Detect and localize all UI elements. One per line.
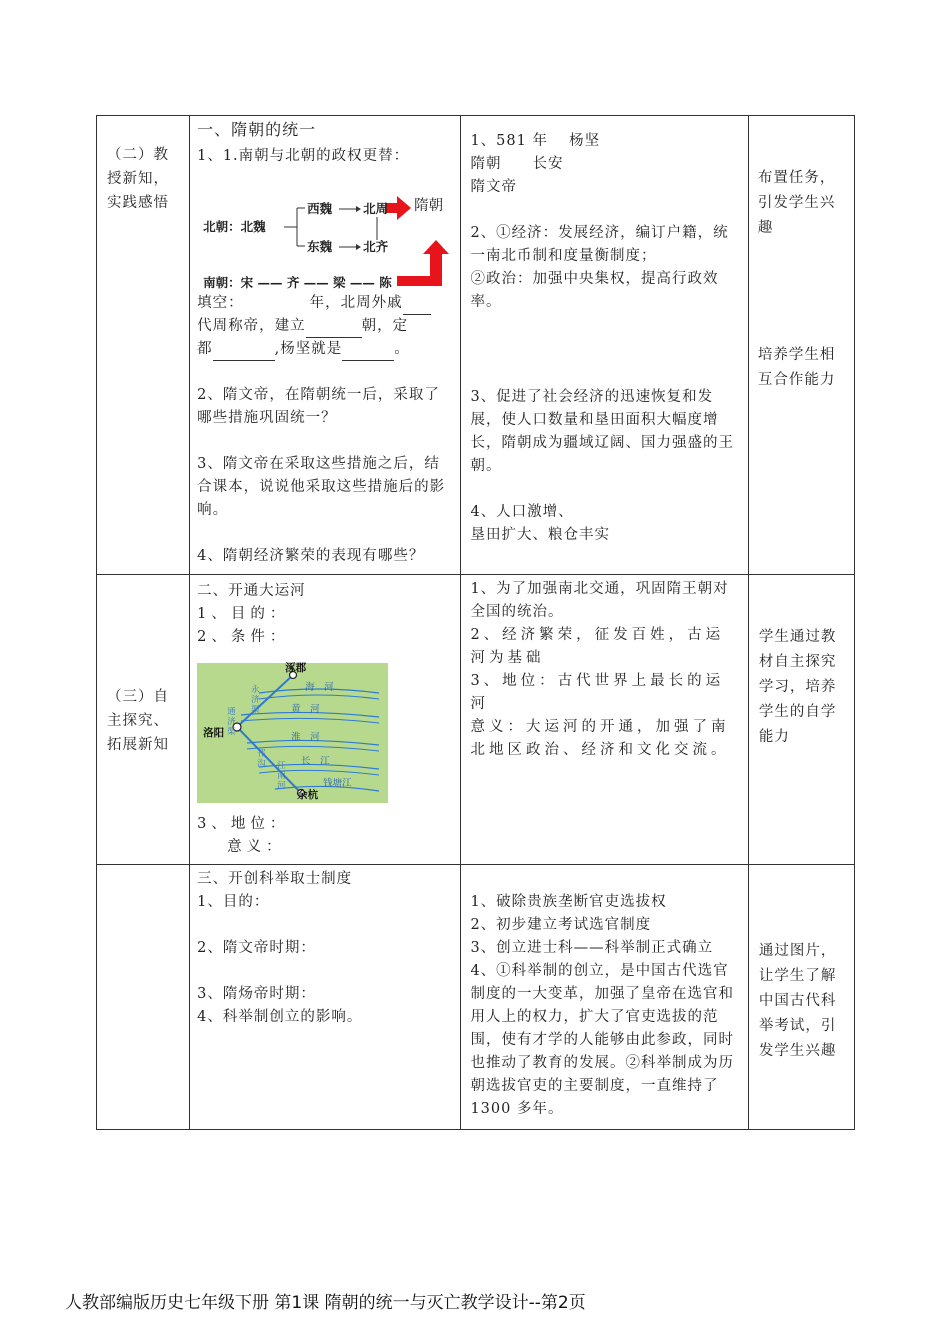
answer-2b: ②政治：加强中央集权，提高行政效率。 — [470, 271, 719, 310]
goal-1: 学生通过教材自主探究学习，培养学生的自学能力 — [758, 629, 837, 745]
fill-blank-line-1 — [197, 292, 453, 315]
section-heading: 二、开通大运河 — [197, 583, 306, 599]
table-row — [97, 116, 855, 575]
goal-1: 通过图片，让学生了解中国古代科举考试，引发学生兴趣 — [758, 943, 837, 1059]
section-heading: 三、开创科举取士制度 — [197, 871, 353, 887]
south-dynasty-label: 南朝：宋 —— 齐 —— 梁 —— 陈 — [203, 275, 392, 290]
answer-1c: 隋文帝 — [470, 179, 517, 195]
question-4: 4、隋朝经济繁荣的表现有哪些？ — [197, 548, 425, 564]
section-heading: 一、隋朝的统一 — [197, 120, 317, 139]
answer-cell — [461, 575, 748, 865]
river-hai: 海 河 — [305, 682, 334, 693]
fill-text: 。 — [394, 341, 410, 357]
blank — [213, 344, 275, 361]
answer-4a: 4、人口激增、 — [470, 504, 574, 520]
answer-4: 4、①科举制的创立，是中国古代选官制度的一大变革，加强了皇帝在选官和用人上的权力，扩大了官吏选拔的范围，使有才学的人能够由此参政，同时也推动了教育的发展。②科举制成为历朝选拔官吏的主要制度，一直维持了 1300 多年。 — [470, 963, 734, 1117]
west-wei-label: 西魏 — [307, 201, 333, 216]
north-qi-label: 北齐 — [363, 239, 389, 254]
east-wei-label: 东魏 — [307, 239, 333, 254]
stage-cell — [97, 575, 190, 865]
river-qiantang: 钱塘江 — [323, 778, 352, 789]
question-3: 3、隋文帝在采取这些措施之后，结合课本，说说他采取这些措施后的影响。 — [197, 456, 446, 518]
significance-label: 意义： — [227, 839, 286, 855]
stage-label: （二）教授新知，实践感悟 — [107, 147, 169, 211]
answer-2: 2、经济繁荣，征发百姓，古运河为基础 — [470, 627, 725, 666]
blank — [306, 321, 362, 338]
city-yuhang: 余杭 — [297, 789, 319, 801]
goal-cell — [748, 865, 854, 1130]
fill-text: 年，北周外戚 — [309, 295, 403, 311]
purpose-label: 1、目的： — [197, 894, 270, 910]
stage-cell — [97, 116, 190, 575]
influence-label: 4、科举制创立的影响。 — [197, 1009, 363, 1025]
canal-hangou: 邗沟 — [257, 749, 266, 769]
answer-3: 3、促进了社会经济的迅速恢复和发展，使人口数量和垦田面积大幅度增长，隋朝成为疆域辽阔、国力强盛的王朝。 — [470, 389, 734, 474]
fill-blank-line-2 — [197, 315, 453, 338]
stage-label: （三）自主探究、拓展新知 — [107, 689, 169, 753]
question-1: 1、1.南朝与北朝的政权更替： — [197, 148, 410, 164]
sui-label: 隋朝 — [414, 198, 444, 214]
lesson-plan-table — [96, 115, 855, 1130]
fill-blank-line-3 — [197, 338, 453, 361]
canal-tongji: 通济渠 — [227, 707, 236, 737]
answer-2: 2、初步建立考试选官制度 — [470, 917, 652, 933]
arrow-up-icon — [397, 240, 449, 286]
goal-2: 培养学生相互合作能力 — [757, 347, 836, 388]
fill-text: 朝，定 — [361, 318, 409, 334]
river-huang: 黄 河 — [291, 704, 320, 715]
dynasty-succession-diagram — [197, 170, 452, 292]
north-zhou-label: 北周 — [363, 201, 389, 216]
page-footer: 人教部编版历史七年级下册 第1课 隋朝的统一与灭亡教学设计--第2页 — [65, 1293, 586, 1313]
goal-cell — [748, 116, 854, 575]
answer-3: 3、地位：古代世界上最长的运河 — [470, 673, 725, 712]
answer-1a: 1、581 年 杨坚 — [470, 133, 601, 149]
answer-2: 2、①经济：发展经济，编订户籍，统一南北币制和度量衡制度； — [470, 225, 729, 264]
river-chang: 长 江 — [301, 756, 330, 767]
fill-text: 都 — [197, 341, 213, 357]
content-cell — [190, 116, 461, 575]
arrow-right-icon — [385, 196, 411, 220]
content-cell — [190, 575, 461, 865]
goal-1: 布置任务，引发学生兴趣 — [757, 170, 836, 236]
stage-label — [97, 865, 189, 892]
goal-cell — [748, 575, 854, 865]
river-huai: 淮 河 — [291, 732, 320, 743]
grand-canal-map — [197, 663, 388, 803]
stage-cell — [97, 865, 190, 1130]
answer-1: 1、破除贵族垄断官吏选拔权 — [470, 894, 667, 910]
status-label: 3、地位： — [197, 816, 290, 832]
city-luoyang: 洛阳 — [203, 727, 225, 739]
table-row — [97, 865, 855, 1130]
question-2: 2、隋文帝，在隋朝统一后，采取了哪些措施巩固统一？ — [197, 387, 440, 426]
blank — [403, 298, 431, 315]
answer-4: 意义：大运河的开通，加强了南北地区政治、经济和文化交流。 — [470, 719, 730, 758]
canal-jiangnan: 江南河 — [277, 761, 286, 791]
fill-text: ,杨坚就是 — [274, 341, 343, 357]
condition-label: 2、条件： — [197, 629, 290, 645]
purpose-label: 1、目的： — [197, 606, 290, 622]
city-zhuojun: 涿郡 — [285, 662, 307, 674]
answer-4b: 垦田扩大、粮仓丰实 — [470, 527, 610, 543]
table-row — [97, 575, 855, 865]
yangdi-period-label: 3、隋炀帝时期： — [197, 986, 316, 1002]
answer-1b: 隋朝 长安 — [470, 156, 564, 172]
north-dynasty-label: 北朝：北魏 — [203, 219, 266, 234]
fill-text: 填空： — [197, 295, 244, 311]
fill-text: 代周称帝，建立 — [197, 318, 306, 334]
canal-yongji: 永济渠 — [251, 685, 260, 715]
wendi-period-label: 2、隋文帝时期： — [197, 940, 316, 956]
content-cell — [190, 865, 461, 1130]
answer-cell — [461, 865, 748, 1130]
blank — [342, 344, 394, 361]
answer-cell — [461, 116, 748, 575]
answer-1: 1、为了加强南北交通，巩固隋王朝对全国的统治。 — [470, 581, 729, 620]
answer-3: 3、创立进士科——科举制正式确立 — [470, 940, 714, 956]
